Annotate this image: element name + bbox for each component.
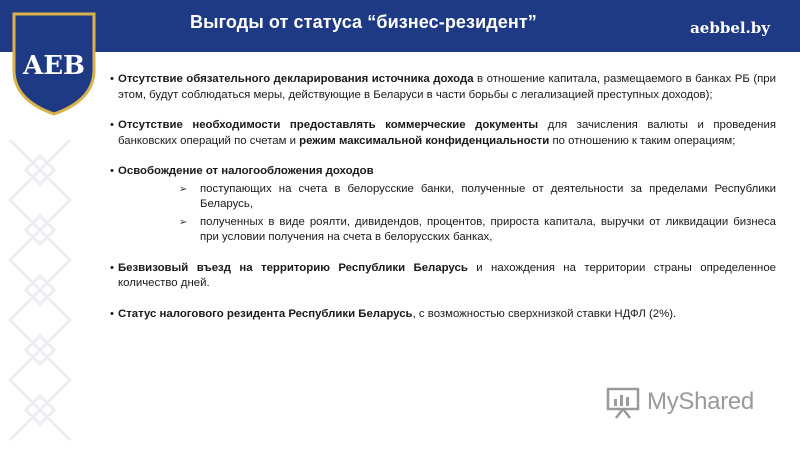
bullet-heading-secondary: режим максимальной конфиденциальности [299, 134, 550, 147]
page-title: Выгоды от статуса “бизнес-резидент” [190, 12, 537, 32]
aeb-logo-shield [10, 12, 98, 116]
arrow-bullet-icon: ➢ [179, 216, 188, 228]
list-item [110, 118, 776, 149]
bullet-text: , с возможностью сверхнизкой ставки НДФЛ (2%). [412, 307, 677, 320]
bullet-heading: Отсутствие обязательного декларирования источника дохода [118, 73, 474, 85]
bullet-text: и нахождения на территории страны определенное количество дней. [118, 261, 776, 289]
list-item [110, 72, 776, 103]
bullet-heading: Освобождение от налогообложения доходов [118, 165, 374, 177]
list-item [110, 164, 776, 246]
bullet-heading: Статус налогового резидента Республики Беларусь [118, 307, 413, 320]
bullet-heading: Отсутствие необходимости предоставлять коммерческие документы [118, 119, 539, 131]
benefits-list [110, 72, 776, 337]
bullet-text: для зачисления валюты и проведения банковских операций по счетам и [118, 119, 777, 147]
watermark-text: MyShared [647, 388, 754, 415]
bullet-heading: Безвизовый въезд на территорию Республики Беларусь [118, 261, 468, 274]
bullet-text-secondary: по отношению к таким операциям; [549, 134, 736, 147]
sublist-item: ➢ поступающих на счета в белорусские банки, полученные от деятельности за пределами Республики Беларусь, [179, 182, 776, 210]
presentation-board-icon [605, 386, 641, 420]
watermark [605, 386, 775, 422]
sublist [118, 182, 776, 246]
bullet-text: в отношение капитала, размещаемого в банках РБ (при этом, будут соблюдаться меры, действующие в Беларуси в части борьбы с легализацией преступных доходов); [118, 73, 776, 101]
sublist-item: ➢ полученных в виде роялти, дивидендов, процентов, прироста капитала, выручки от ликвидации бизнеса при условии получения на счета в белорусских банках, [179, 215, 776, 243]
brand-site: aebbel.by [690, 19, 770, 37]
logo-text: AEB [23, 51, 85, 81]
list-item [110, 307, 776, 323]
arrow-bullet-icon: ➢ [179, 183, 188, 195]
list-item [110, 261, 776, 292]
